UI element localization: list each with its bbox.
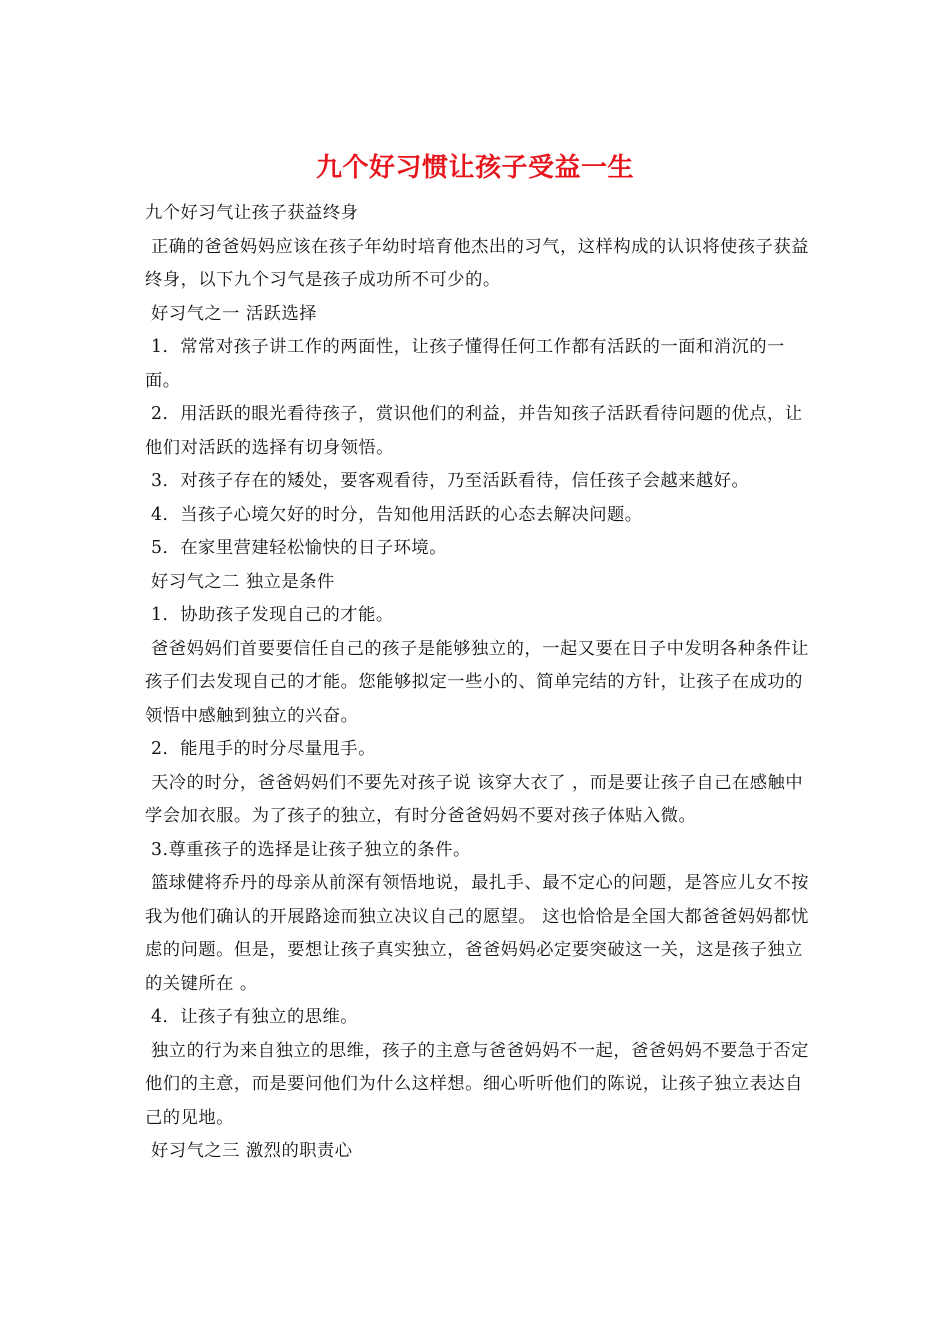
body-paragraph: 爸爸妈妈们首要要信任自己的孩子是能够独立的，一起又要在日子中发明各种条件让孩子们去发现自己的才能。您能够拟定一些小的、简单完结的方针，让孩子在成功的领悟中感触到独立的兴奋。	[145, 638, 809, 726]
document-body	[145, 197, 810, 1169]
body-paragraph: 天冷的时分，爸爸妈妈们不要先对孩子说 该穿大衣了 ，而是要让孩子自己在感触中学会加衣服。为了孩子的独立，有时分爸爸妈妈不要对孩子体贴入微。	[145, 772, 804, 826]
intro-paragraph: 正确的爸爸妈妈应该在孩子年幼时培育他杰出的习气，这样构成的认识将使孩子获益终身，以下九个习气是孩子成功所不可少的。	[145, 236, 809, 290]
list-item: 5．在家里营建轻松愉快的日子环境。	[145, 538, 447, 558]
list-item: 1．常常对孩子讲工作的两面性，让孩子懂得任何工作都有活跃的一面和消沉的一面。	[145, 337, 785, 391]
section-heading-3: 好习气之三 激烈的职责心	[145, 1141, 353, 1161]
subtitle-paragraph: 九个好习气让孩子获益终身	[145, 203, 359, 223]
body-paragraph: 篮球健将乔丹的母亲从前深有领悟地说，最扎手、最不定心的问题，是答应儿女不按我为他们确认的开展路途而独立决议自己的愿望。 这也恰恰是全国大都爸爸妈妈都忧虑的问题。但是，要想让孩子真实独立，爸爸妈妈必定要突破这一关，这是孩子独立的关键所在 。	[145, 873, 809, 994]
list-item: 2．能甩手的时分尽量甩手。	[145, 739, 376, 759]
list-item: 3．对孩子存在的矮处，要客观看待，乃至活跃看待，信任孩子会越来越好。	[145, 471, 750, 491]
list-item: 1．协助孩子发现自己的才能。	[145, 605, 394, 625]
list-item: 3.尊重孩子的选择是让孩子独立的条件。	[145, 839, 471, 860]
document-title: 九个好习惯让孩子受益一生	[315, 153, 634, 183]
list-item: 4．当孩子心境欠好的时分，告知他用活跃的心态去解决问题。	[145, 504, 643, 525]
section-heading-2: 好习气之二 独立是条件	[145, 571, 335, 592]
list-item: 2．用活跃的眼光看待孩子，赏识他们的利益，并告知孩子活跃看待问题的优点，让他们对活跃的选择有切身领悟。	[145, 404, 803, 458]
list-item: 4．让孩子有独立的思维。	[145, 1007, 359, 1027]
section-heading-1: 好习气之一 活跃选择	[145, 303, 318, 324]
body-paragraph: 独立的行为来自独立的思维，孩子的主意与爸爸妈妈不一起，爸爸妈妈不要急于否定他们的主意，而是要问他们为什么这样想。细心听听他们的陈说，让孩子独立表达自己的见地。	[145, 1040, 809, 1128]
